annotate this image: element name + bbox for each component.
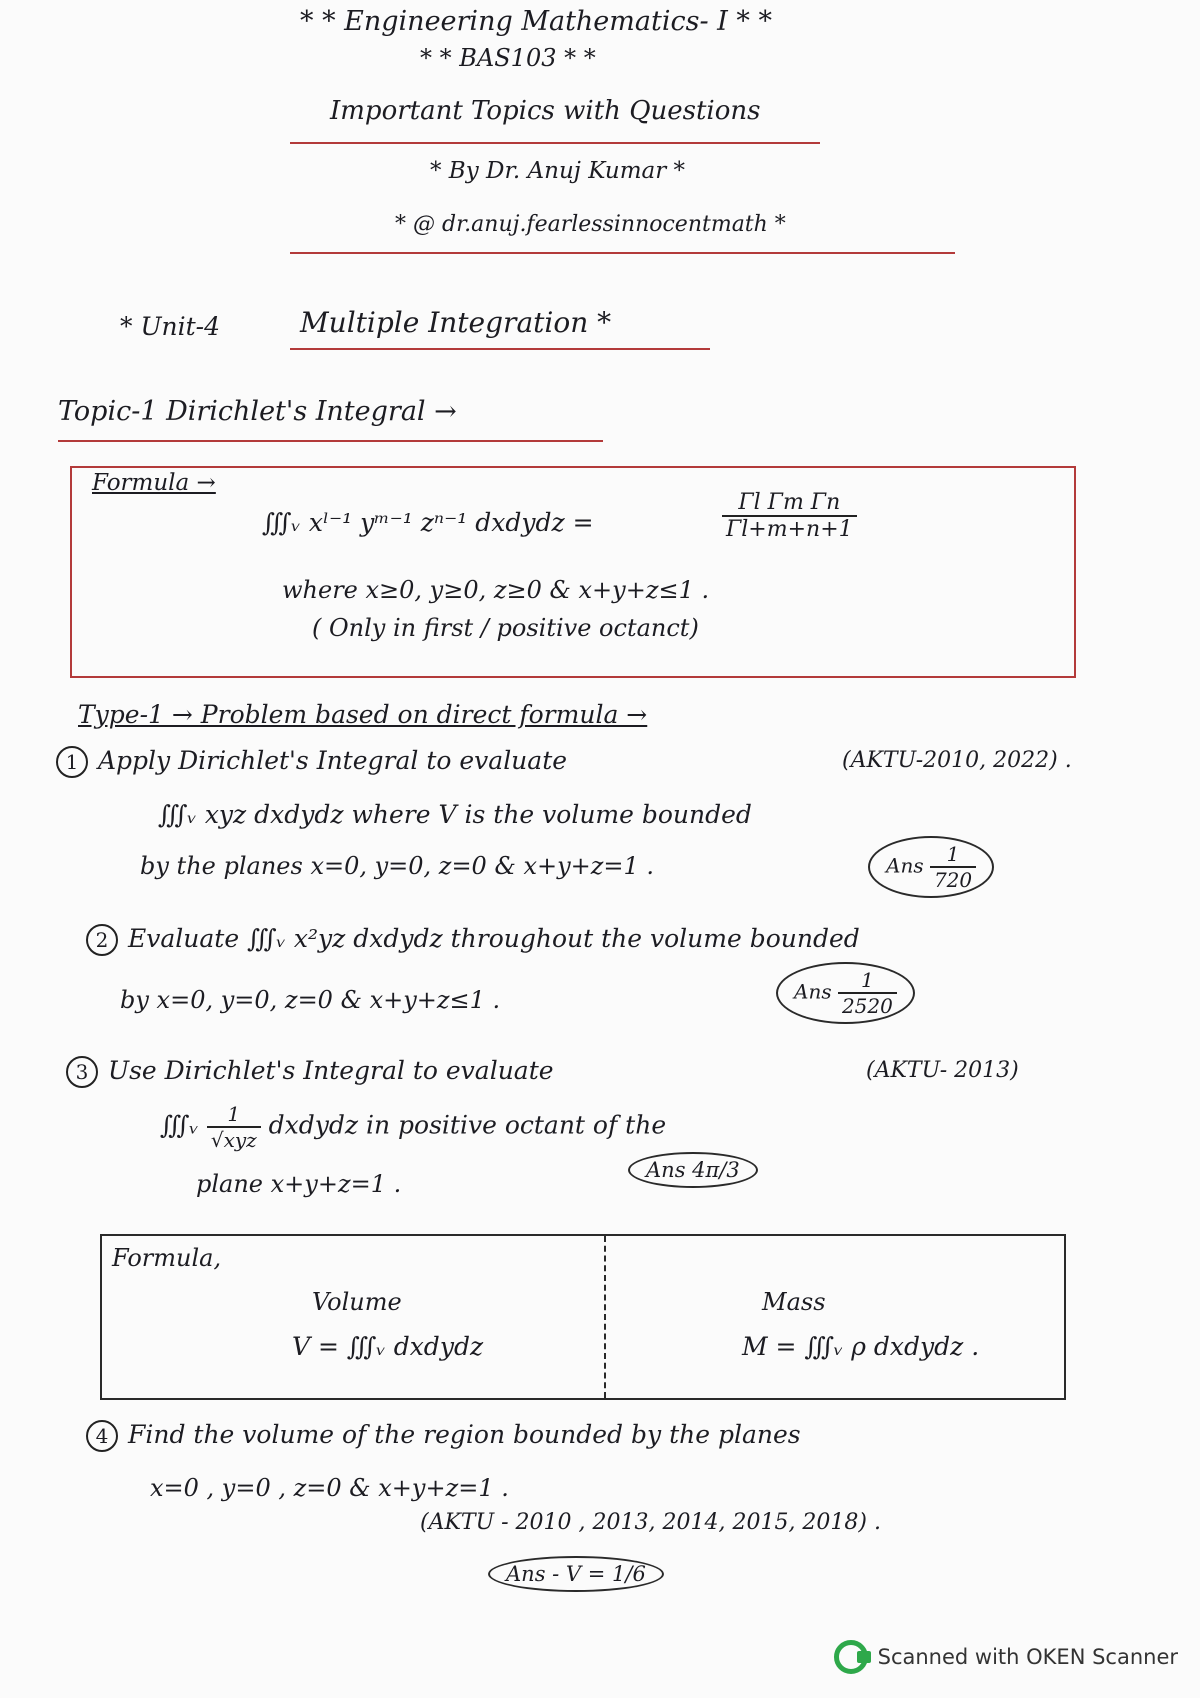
author: * By Dr. Anuj Kumar * [430,158,686,184]
question-4-ref: (AKTU - 2010 , 2013, 2014, 2015, 2018) . [420,1510,881,1535]
formula-label: Formula → [92,470,216,496]
course-code: * * BAS103 * * [420,44,596,72]
question-3-text: Use Dirichlet's Integral to evaluate [108,1056,554,1085]
question-2-answer-label: Ans [794,979,832,1004]
question-3-integral-rest: dxdydz in positive octant of the [268,1110,667,1140]
handle-underline [290,252,955,254]
question-3-line1 [66,1056,554,1088]
question-1-line1 [56,746,567,778]
formula-condition: where x≥0, y≥0, z≥0 & x+y+z≤1 . [282,576,710,604]
question-1-line3: by the planes x=0, y=0, z=0 & x+y+z=1 . [140,852,655,880]
doc-title: * * Engineering Mathematics- I * * [300,6,772,37]
question-3-answer [628,1152,758,1188]
question-2-answer-num: 1 [838,968,897,994]
question-1-answer-num: 1 [930,842,976,868]
question-1-line2: ∭ᵥ xyz dxdydz where V is the volume bounded [158,800,752,829]
question-3-num: 1 [207,1102,261,1128]
question-1-answer [868,836,994,898]
question-2-answer [776,962,915,1024]
volume-title: Volume [312,1288,402,1316]
question-3-number: 3 [66,1056,98,1088]
question-3-den: √xyz [210,1128,257,1152]
topic1-underline [58,440,603,442]
formula2-divider [604,1236,606,1398]
question-2-number: 2 [86,924,118,956]
question-3-line3: plane x+y+z=1 . [196,1170,402,1198]
question-2-answer-den: 2520 [841,994,893,1018]
dirichlet-fraction [722,490,857,542]
unit-label: * Unit-4 [120,312,221,341]
volume-formula: V = ∭ᵥ dxdydz [292,1332,484,1361]
question-3-line2 [160,1102,666,1152]
question-1-text: Apply Dirichlet's Integral to evaluate [98,746,568,775]
unit-title: Multiple Integration * [300,306,612,339]
formula-box [70,466,1076,678]
question-4-line1 [86,1420,801,1452]
mass-title: Mass [762,1288,826,1316]
topic1-title: Topic-1 Dirichlet's Integral → [58,396,457,427]
dirichlet-integral: ∭ᵥ xˡ⁻¹ yᵐ⁻¹ zⁿ⁻¹ dxdydz = [262,508,594,537]
fraction-denominator: Γl+m+n+1 [726,517,853,542]
question-2-line2: by x=0, y=0, z=0 & x+y+z≤1 . [120,986,501,1014]
doc-subtitle: Important Topics with Questions [330,96,761,126]
question-1-ref: (AKTU-2010, 2022) . [842,748,1072,773]
scanner-text: Scanned with OKEN Scanner [877,1645,1178,1669]
handle: * @ dr.anuj.fearlessinnocentmath * [395,212,786,237]
scanner-watermark [834,1640,1178,1674]
question-2-text: Evaluate ∭ᵥ x²yz dxdydz throughout the volume bounded [128,924,860,953]
formula-note: ( Only in first / positive octanct) [312,614,699,642]
subtitle-underline [290,142,820,144]
question-4-number: 4 [86,1420,118,1452]
question-1-answer-den: 720 [933,868,973,892]
question-1-number: 1 [56,746,88,778]
question-3-ref: (AKTU- 2013) [866,1058,1019,1083]
formula2-label: Formula, [112,1244,222,1272]
type1-heading: Type-1 → Problem based on direct formula → [78,700,648,729]
scanner-logo-icon [834,1640,868,1674]
formula2-box [100,1234,1066,1400]
question-1-answer-label: Ans [886,853,924,878]
fraction-numerator: Γl Γm Γn [722,490,857,517]
question-4-answer [488,1556,664,1592]
question-2-line1 [86,924,860,956]
question-4-answer-text: Ans - V = 1/6 [488,1556,664,1592]
question-4-line2: x=0 , y=0 , z=0 & x+y+z=1 . [150,1474,509,1502]
question-3-integral: ∭ᵥ [160,1110,199,1140]
mass-formula: M = ∭ᵥ ρ dxdydz . [742,1332,980,1361]
question-3-answer-text: Ans 4π/3 [628,1152,758,1188]
unit-underline [290,348,710,350]
question-4-text: Find the volume of the region bounded by the planes [128,1420,801,1449]
